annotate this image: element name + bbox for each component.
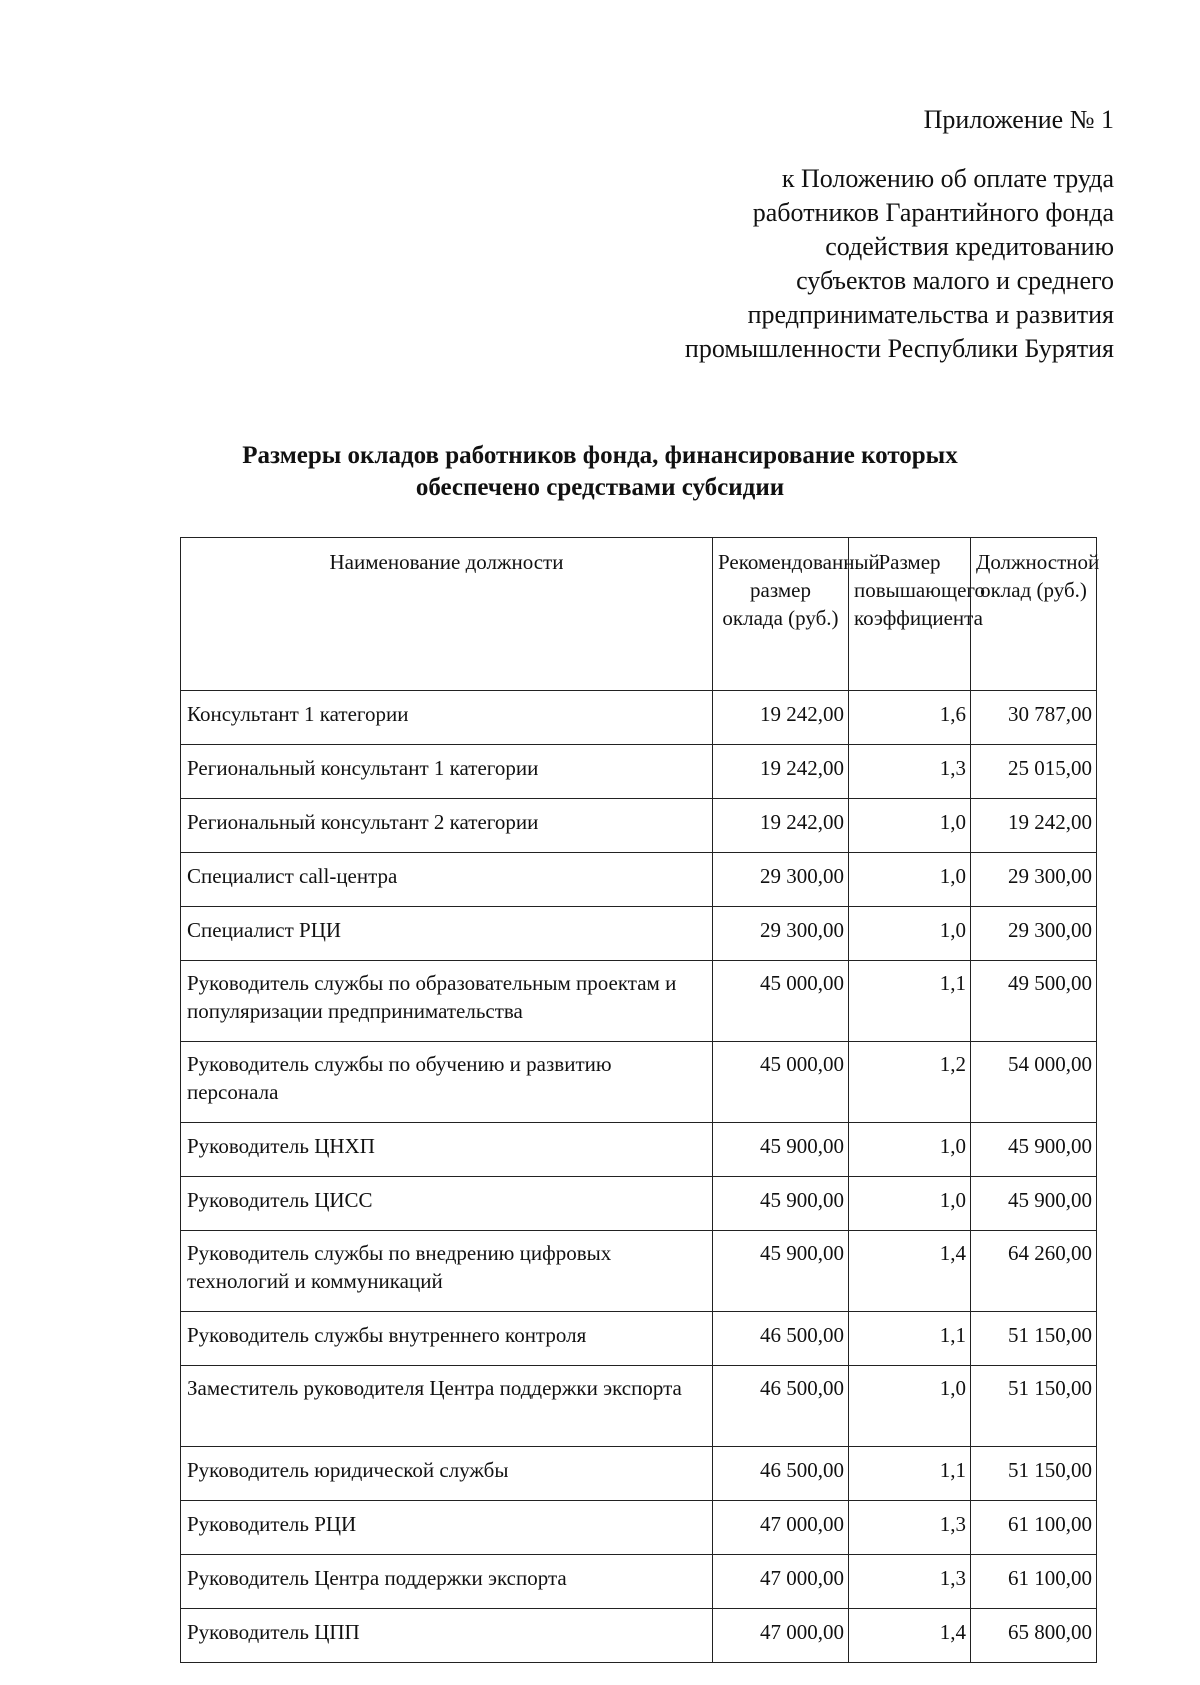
- cell-base-salary: 29 300,00: [713, 907, 849, 961]
- cell-base-salary: 46 500,00: [713, 1366, 849, 1447]
- cell-salary: 45 900,00: [971, 1123, 1097, 1177]
- table-row: [181, 1609, 1097, 1663]
- cell-coefficient: 1,2: [849, 1042, 971, 1123]
- table-row: [181, 907, 1097, 961]
- appendix-line: предпринимательства и развития: [747, 300, 1114, 329]
- cell-salary: 29 300,00: [971, 853, 1097, 907]
- table-row: [181, 745, 1097, 799]
- salary-table: [180, 537, 1100, 1663]
- cell-base-salary: 19 242,00: [713, 799, 849, 853]
- cell-coefficient: 1,1: [849, 961, 971, 1042]
- appendix-line: содействия кредитованию: [825, 232, 1114, 261]
- table-row: [181, 961, 1097, 1042]
- cell-salary: 25 015,00: [971, 745, 1097, 799]
- appendix-line: субъектов малого и среднего: [796, 266, 1114, 295]
- cell-position: Консультант 1 категории: [181, 691, 713, 745]
- cell-coefficient: 1,1: [849, 1447, 971, 1501]
- cell-base-salary: 29 300,00: [713, 853, 849, 907]
- document-title: [180, 440, 1020, 504]
- cell-coefficient: 1,3: [849, 745, 971, 799]
- cell-coefficient: 1,4: [849, 1231, 971, 1312]
- appendix-line: промышленности Республики Бурятия: [684, 334, 1114, 363]
- cell-base-salary: 45 000,00: [713, 1042, 849, 1123]
- table-row: [181, 1555, 1097, 1609]
- table-row: [181, 1366, 1097, 1447]
- table-row: [181, 1177, 1097, 1231]
- table-row: [181, 799, 1097, 853]
- cell-salary: 30 787,00: [971, 691, 1097, 745]
- cell-coefficient: 1,0: [849, 1123, 971, 1177]
- table-row: [181, 1123, 1097, 1177]
- cell-position: Руководитель юридической службы: [181, 1447, 713, 1501]
- table-row: [181, 853, 1097, 907]
- cell-salary: 64 260,00: [971, 1231, 1097, 1312]
- title-line: Размеры окладов работников фонда, финансирование которых: [242, 442, 958, 469]
- cell-position: Руководитель службы по образовательным проектам и популяризации предпринимательства: [181, 961, 713, 1042]
- table-row: [181, 691, 1097, 745]
- cell-salary: 51 150,00: [971, 1312, 1097, 1366]
- cell-position: Руководитель ЦИСС: [181, 1177, 713, 1231]
- cell-coefficient: 1,3: [849, 1501, 971, 1555]
- cell-base-salary: 46 500,00: [713, 1447, 849, 1501]
- cell-salary: 54 000,00: [971, 1042, 1097, 1123]
- title-line: обеспечено средствами субсидии: [415, 474, 785, 501]
- cell-base-salary: 46 500,00: [713, 1312, 849, 1366]
- cell-coefficient: 1,0: [849, 799, 971, 853]
- table-row: [181, 1042, 1097, 1123]
- cell-base-salary: 45 900,00: [713, 1177, 849, 1231]
- cell-base-salary: 45 900,00: [713, 1123, 849, 1177]
- cell-position: Руководитель службы внутреннего контроля: [181, 1312, 713, 1366]
- cell-salary: 51 150,00: [971, 1447, 1097, 1501]
- table-row: [181, 1501, 1097, 1555]
- cell-base-salary: 19 242,00: [713, 745, 849, 799]
- cell-coefficient: 1,6: [849, 691, 971, 745]
- table-row: [181, 1312, 1097, 1366]
- cell-salary: 45 900,00: [971, 1177, 1097, 1231]
- appendix-number: Приложение № 1: [923, 105, 1114, 134]
- cell-base-salary: 19 242,00: [713, 691, 849, 745]
- cell-base-salary: 45 000,00: [713, 961, 849, 1042]
- cell-position: Руководитель ЦПП: [181, 1609, 713, 1663]
- cell-salary: 65 800,00: [971, 1609, 1097, 1663]
- cell-coefficient: 1,0: [849, 907, 971, 961]
- cell-salary: 61 100,00: [971, 1501, 1097, 1555]
- header-salary: Должностной оклад (руб.): [971, 538, 1097, 691]
- cell-position: Региональный консультант 1 категории: [181, 745, 713, 799]
- cell-position: Руководитель РЦИ: [181, 1501, 713, 1555]
- cell-salary: 19 242,00: [971, 799, 1097, 853]
- header-position: Наименование должности: [181, 538, 713, 691]
- header-coefficient: Размер повышающего коэффициента: [849, 538, 971, 691]
- table-row: [181, 1447, 1097, 1501]
- cell-base-salary: 47 000,00: [713, 1609, 849, 1663]
- cell-base-salary: 45 900,00: [713, 1231, 849, 1312]
- header-base-salary: Рекомендованный размер оклада (руб.): [713, 538, 849, 691]
- cell-position: Специалист РЦИ: [181, 907, 713, 961]
- cell-position: Руководитель Центра поддержки экспорта: [181, 1555, 713, 1609]
- cell-coefficient: 1,4: [849, 1609, 971, 1663]
- cell-position: Региональный консультант 2 категории: [181, 799, 713, 853]
- cell-salary: 61 100,00: [971, 1555, 1097, 1609]
- cell-base-salary: 47 000,00: [713, 1501, 849, 1555]
- cell-coefficient: 1,0: [849, 1177, 971, 1231]
- cell-position: Руководитель ЦНХП: [181, 1123, 713, 1177]
- cell-coefficient: 1,0: [849, 1366, 971, 1447]
- cell-position: Руководитель службы по обучению и развитию персонала: [181, 1042, 713, 1123]
- cell-position: Руководитель службы по внедрению цифровых технологий и коммуникаций: [181, 1231, 713, 1312]
- appendix-line: к Положению об оплате труда: [781, 164, 1114, 193]
- appendix-block: [554, 103, 1114, 366]
- cell-salary: 29 300,00: [971, 907, 1097, 961]
- cell-position: Заместитель руководителя Центра поддержки экспорта: [181, 1366, 713, 1447]
- cell-coefficient: 1,1: [849, 1312, 971, 1366]
- cell-salary: 51 150,00: [971, 1366, 1097, 1447]
- cell-coefficient: 1,0: [849, 853, 971, 907]
- cell-salary: 49 500,00: [971, 961, 1097, 1042]
- cell-coefficient: 1,3: [849, 1555, 971, 1609]
- appendix-line: работников Гарантийного фонда: [752, 198, 1114, 227]
- table-row: [181, 1231, 1097, 1312]
- cell-position: Специалист call-центра: [181, 853, 713, 907]
- cell-base-salary: 47 000,00: [713, 1555, 849, 1609]
- table-header-row: [181, 538, 1097, 691]
